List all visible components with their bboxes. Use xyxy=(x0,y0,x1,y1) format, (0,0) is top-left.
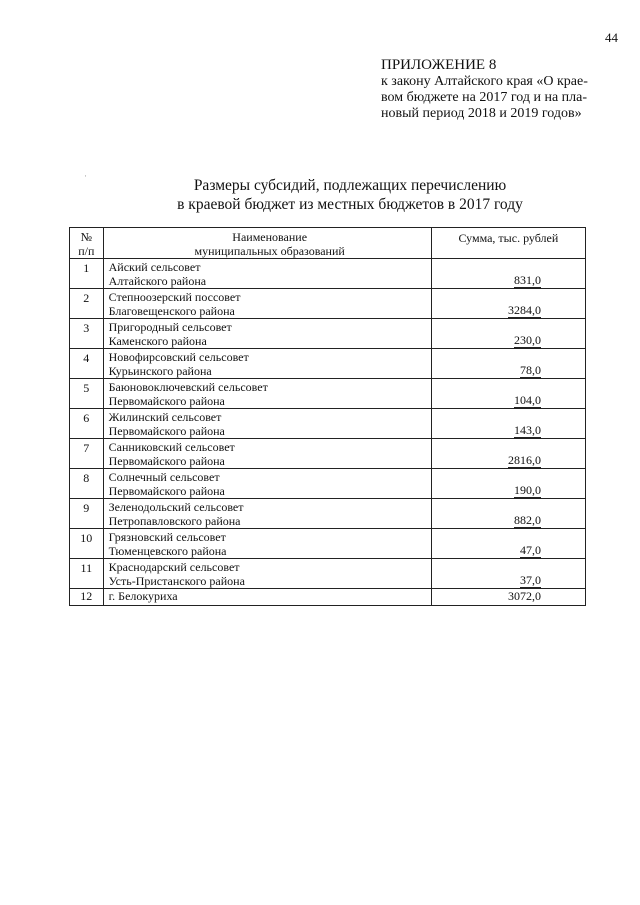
row-number: 2 xyxy=(70,289,104,319)
row-sum-cell xyxy=(431,289,585,319)
table-row xyxy=(70,439,586,469)
row-name-line: Первомайского района xyxy=(108,484,225,498)
row-sum: 78,0 xyxy=(520,363,541,377)
table-row xyxy=(70,379,586,409)
table-body xyxy=(70,259,586,589)
header-num-line: п/п xyxy=(78,244,95,258)
header-num-line: № xyxy=(80,230,93,244)
row-sum-cell xyxy=(431,439,585,469)
header-sum: Сумма, тыс. рублей xyxy=(431,228,585,259)
table-row xyxy=(70,469,586,499)
row-sum-cell xyxy=(431,589,585,606)
header-name-line: Наименование xyxy=(232,230,308,244)
row-name xyxy=(103,349,431,379)
row-sum: 3072,0 xyxy=(508,589,541,603)
row-name xyxy=(103,379,431,409)
appendix-line: вом бюджете на 2017 год и на пла- xyxy=(381,90,588,105)
row-number: 6 xyxy=(70,409,104,439)
row-sum: 37,0 xyxy=(520,573,541,587)
row-sum: 831,0 xyxy=(514,273,541,287)
row-sum-cell xyxy=(431,409,585,439)
row-sum-cell xyxy=(431,469,585,499)
table-header-row xyxy=(70,228,586,259)
row-number: 10 xyxy=(70,529,104,559)
table-row xyxy=(70,409,586,439)
row-name-line: Санниковский сельсовет xyxy=(108,440,235,454)
row-name xyxy=(103,319,431,349)
row-name-line: Курьинского района xyxy=(108,364,212,378)
row-name xyxy=(103,499,431,529)
row-sum-cell xyxy=(431,499,585,529)
table-row xyxy=(70,589,586,606)
appendix-line: к закону Алтайского края «О крае- xyxy=(381,74,588,89)
row-number: 12 xyxy=(70,589,104,606)
row-name: г. Белокуриха xyxy=(103,589,431,606)
row-sum: 47,0 xyxy=(520,543,541,557)
header-num xyxy=(70,228,104,259)
row-sum-cell xyxy=(431,529,585,559)
row-name xyxy=(103,529,431,559)
row-name-line: Грязновский сельсовет xyxy=(108,530,226,544)
row-name-line: Краснодарский сельсовет xyxy=(108,560,240,574)
table-row xyxy=(70,499,586,529)
row-name-line: Жилинский сельсовет xyxy=(108,410,222,424)
row-number: 3 xyxy=(70,319,104,349)
row-name-line: Солнечный сельсовет xyxy=(108,470,220,484)
row-sum: 143,0 xyxy=(514,423,541,437)
table-row xyxy=(70,349,586,379)
table-row xyxy=(70,559,586,589)
row-number: 4 xyxy=(70,349,104,379)
row-sum-cell xyxy=(431,319,585,349)
row-name-line: Каменского района xyxy=(108,334,207,348)
row-name-line: Усть-Пристанского района xyxy=(108,574,245,588)
row-name-line: Степноозерский поссовет xyxy=(108,290,241,304)
table-row xyxy=(70,319,586,349)
appendix-block xyxy=(381,57,629,122)
document-title-line: в краевой бюджет из местных бюджетов в 2017 году xyxy=(177,196,523,213)
document-title-line: Размеры субсидий, подлежащих перечислению xyxy=(193,177,507,194)
header-name-line: муниципальных образований xyxy=(194,244,345,258)
row-name xyxy=(103,439,431,469)
row-name xyxy=(103,289,431,319)
row-name xyxy=(103,259,431,289)
table-row xyxy=(70,259,586,289)
row-name-line: Первомайского района xyxy=(108,394,225,408)
page-number: 44 xyxy=(605,30,618,45)
row-number: 9 xyxy=(70,499,104,529)
subsidies-table xyxy=(69,227,586,606)
row-number: 7 xyxy=(70,439,104,469)
row-sum-cell xyxy=(431,559,585,589)
row-name-line: Зеленодольский сельсовет xyxy=(108,500,244,514)
row-name-line: Первомайского района xyxy=(108,424,225,438)
row-sum: 190,0 xyxy=(514,483,541,497)
row-sum-cell xyxy=(431,259,585,289)
row-name xyxy=(103,559,431,589)
row-sum: 104,0 xyxy=(514,393,541,407)
row-name-line: Тюменцевского района xyxy=(108,544,227,558)
row-name-line: Новофирсовский сельсовет xyxy=(108,350,249,364)
row-sum: 2816,0 xyxy=(508,453,541,467)
row-sum: 230,0 xyxy=(514,333,541,347)
header-name xyxy=(103,228,431,259)
row-name-line: Алтайского района xyxy=(108,274,207,288)
scan-speck: · xyxy=(84,171,87,181)
row-name-line: Баюновоключевский сельсовет xyxy=(108,380,268,394)
row-number: 8 xyxy=(70,469,104,499)
row-name-line: Айский сельсовет xyxy=(108,260,201,274)
row-name-line: Первомайского района xyxy=(108,454,225,468)
appendix-title: ПРИЛОЖЕНИЕ 8 xyxy=(381,57,497,73)
row-number: 5 xyxy=(70,379,104,409)
table-row xyxy=(70,529,586,559)
row-sum-cell xyxy=(431,349,585,379)
row-name xyxy=(103,409,431,439)
row-sum-cell xyxy=(431,379,585,409)
document-title xyxy=(60,176,640,214)
table-row xyxy=(70,289,586,319)
row-sum: 3284,0 xyxy=(508,303,541,317)
row-name-line: Благовещенского района xyxy=(108,304,235,318)
row-number: 1 xyxy=(70,259,104,289)
row-name-line: Петропавловского района xyxy=(108,514,241,528)
appendix-line: новый период 2018 и 2019 годов» xyxy=(381,106,582,121)
row-name-line: Пригородный сельсовет xyxy=(108,320,232,334)
row-number: 11 xyxy=(70,559,104,589)
row-name xyxy=(103,469,431,499)
row-sum: 882,0 xyxy=(514,513,541,527)
